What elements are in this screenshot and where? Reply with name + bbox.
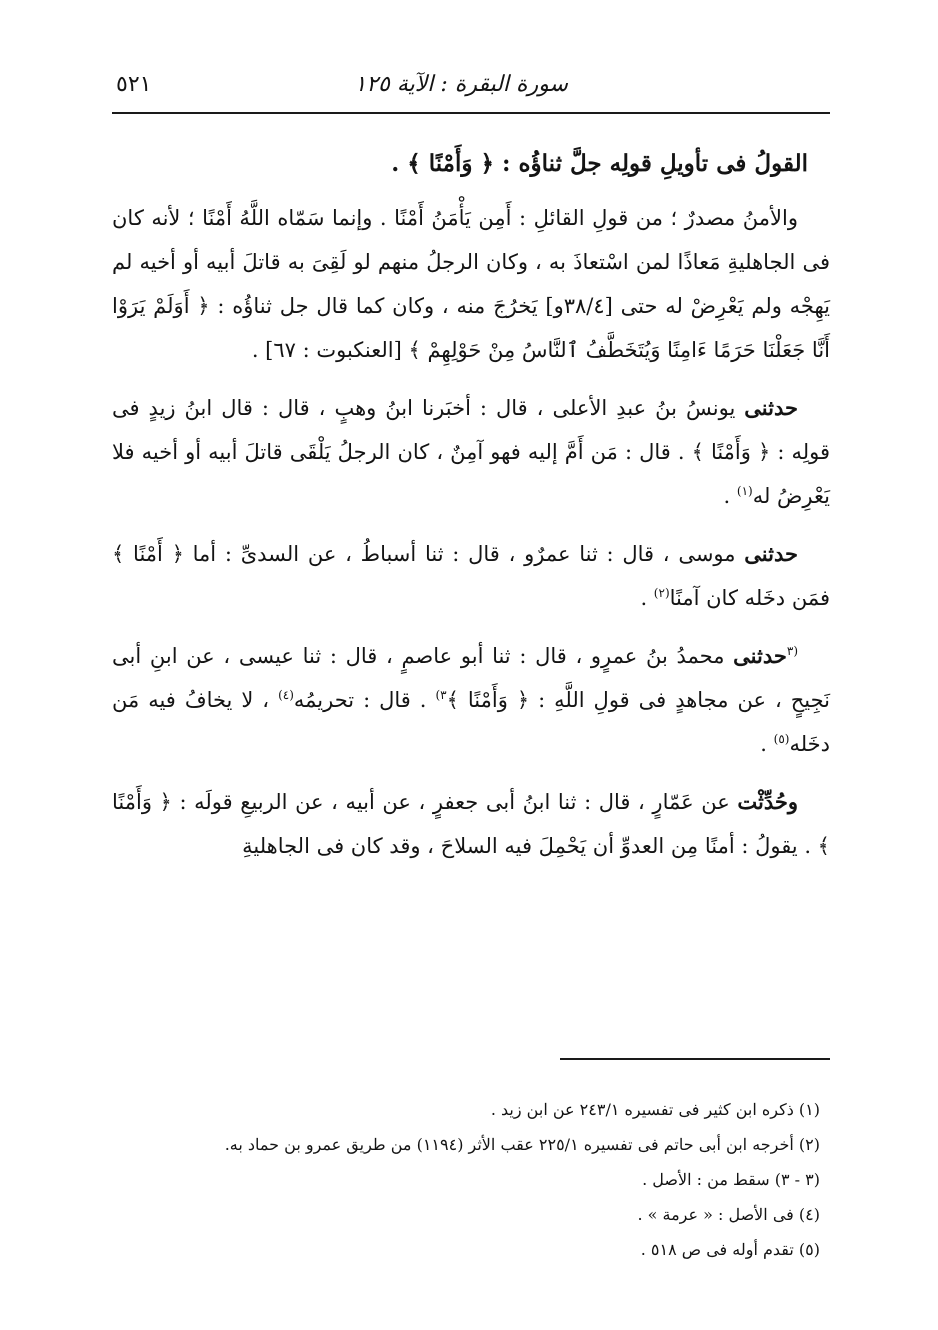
paragraph-text: موسى ، قال : ثنا عمرٌو ، قال : ثنا أسباطُ ، عن السدىِّ : أما ﴿ أَمْنًا ﴾ فمَن دخَله كان آمنًا	[112, 542, 830, 610]
paragraph-1	[112, 196, 830, 372]
page-number: ٥٢١	[116, 72, 152, 97]
paragraph-tail: .	[723, 484, 737, 508]
main-text	[112, 142, 830, 882]
footnote-1: (١) ذكره ابن كثير فى تفسيره ٢٤٣/١ عن ابن زيد .	[490, 1100, 820, 1119]
footnote-reference[interactable]: (٥)	[773, 732, 790, 746]
paragraph-tail: .	[760, 732, 774, 756]
header-divider	[112, 112, 830, 114]
footnote-5: (٥) تقدم أوله فى ص ٥١٨ .	[640, 1240, 820, 1259]
isnad-lead: حدثنى	[744, 541, 798, 566]
footnote-reference[interactable]: (٢)	[653, 586, 670, 600]
footnote-reference[interactable]: (١)	[736, 484, 753, 498]
footnote-2: (٢) أخرجه ابن أبى حاتم فى تفسيره ٢٢٥/١ عقب الأثر (١١٩٤) من طريق عمرو بن حماد به.	[224, 1135, 820, 1154]
isnad-lead: وحُدِّثْت	[737, 789, 798, 814]
footnote-reference[interactable]: (٤)	[278, 688, 294, 702]
paragraph-text: عن عَمّارٍ ، قال : ثنا ابنُ أبى جعفرٍ ، عن أبيه ، عن الربيعِ قولَه : ﴿ وَأَمْنًا ﴾ . يقولُ : أمنًا مِن العدوِّ أن يَحْمِلَ فيه السلاحَ ، وقد كان فى الجاهليةِ	[112, 790, 830, 858]
isnad-lead: حدثنى	[744, 395, 798, 420]
paragraph-4	[112, 634, 830, 766]
paragraph-text: محمدُ بنُ عمرٍو ، قال : ثنا أبو عاصمٍ ، قال : ثنا عيسى ، عن ابنِ أبى نَجِيحٍ ، عن مجاهدٍ فى قولِ اللَّهِ : ﴿ وَأَمْنًا ﴾	[112, 644, 830, 712]
isnad-lead: حدثنى	[733, 643, 787, 668]
paragraph-2	[112, 386, 830, 518]
page-header	[112, 70, 830, 106]
footnotes	[112, 1092, 830, 1267]
footnote-4: (٤) فى الأصل : « عرمة » .	[637, 1205, 820, 1224]
section-heading: القولُ فى تأويلِ قولِه جلَّ ثناؤُه : ﴿ وَأَمْنًا ﴾ .	[391, 150, 808, 177]
paragraph-5	[112, 780, 830, 868]
running-title: سورة البقرة : الآية ١٢٥	[354, 72, 568, 97]
footnote-3: (٣ - ٣) سقط من : الأصل .	[642, 1170, 820, 1189]
paragraph-text: . قال : تحريمُه	[293, 688, 436, 712]
paragraph-text: ، لا يخافُ فيه مَن دخَله	[112, 688, 830, 756]
footnote-divider	[560, 1058, 830, 1060]
footnote-reference[interactable]: (٣	[786, 644, 798, 658]
paragraph-3	[112, 532, 830, 620]
paragraph-text: يونسُ بنُ عبدِ الأعلى ، قال : أخبَرنا ابنُ وهبٍ ، قال : قال ابنُ زيدٍ فى قولِه : ﴿ وَأَمْنًا ﴾ . قال : مَن أَمَّ إليه فهو آمِنٌ ، كان الرجلُ يَلْقَى قاتلَ أبيه أو أخيه فلا يَعْرِضُ له	[112, 396, 830, 508]
paragraph-text: والأمنُ مصدرٌ ؛ من قولِ القائلِ : أَمِن يَأْمَنُ أَمْنًا . وإنما سَمّاه اللَّهُ أَمْنًا ؛ لأنه كان فى الجاهليةِ مَعاذًا لمن اسْتعاذَ به ، وكان الرجلُ منهم لو لَقِىَ به قاتلَ أبيه أو أخيه لم يَهِجْه ولم يَعْرِضْ له حتى [٣٨/٤و] يَخرُجَ منه ، وكان كما قال جل ثناؤُه : ﴿ أَوَلَمْ يَرَوْا أَنَّا جَعَلْنَا حَرَمًا ءَامِنًا وَيُتَخَطَّفُ ٱلنَّاسُ مِنْ حَوْلِهِمْ ﴾ [العنكبوت : ٦٧] .	[112, 206, 831, 362]
footnote-reference[interactable]: ٣)	[435, 688, 447, 702]
paragraph-tail: .	[640, 586, 654, 610]
